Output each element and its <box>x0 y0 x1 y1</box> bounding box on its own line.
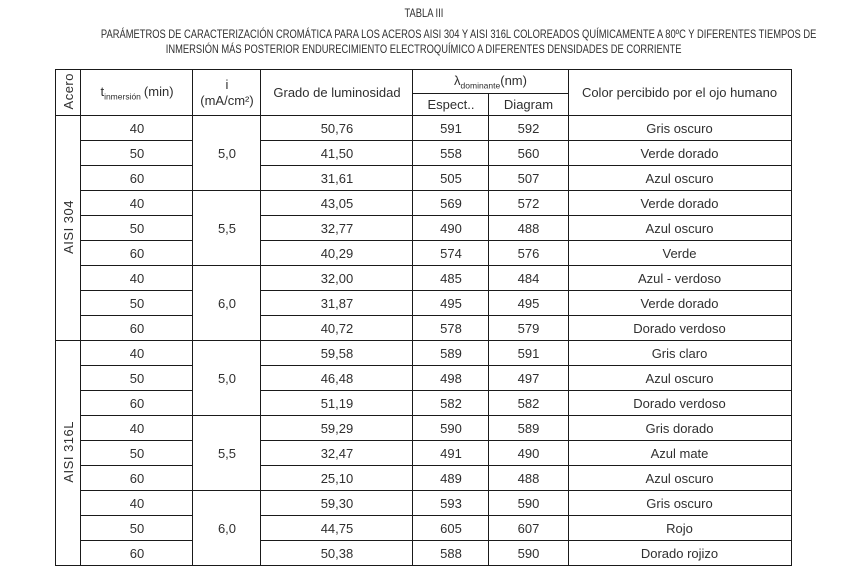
cell-t: 50 <box>81 516 193 541</box>
table-row <box>56 391 791 416</box>
cell-t: 40 <box>81 266 193 291</box>
cell-luminosity: 32,77 <box>261 216 413 241</box>
cell-color: Dorado verdoso <box>568 391 791 416</box>
cell-espect: 495 <box>413 291 489 316</box>
cell-luminosity: 25,10 <box>261 466 413 491</box>
cell-luminosity: 40,29 <box>261 241 413 266</box>
cell-espect: 485 <box>413 266 489 291</box>
cell-espect: 605 <box>413 516 489 541</box>
cell-t: 60 <box>81 391 193 416</box>
cell-t: 40 <box>81 341 193 366</box>
cell-espect: 582 <box>413 391 489 416</box>
header-espect: Espect.. <box>413 94 489 116</box>
table-row <box>56 416 791 441</box>
cell-luminosity: 59,58 <box>261 341 413 366</box>
cell-steel <box>56 116 81 341</box>
table-row <box>56 316 791 341</box>
table-row <box>56 141 791 166</box>
cell-luminosity: 32,47 <box>261 441 413 466</box>
cell-luminosity: 46,48 <box>261 366 413 391</box>
cell-diagram: 507 <box>489 166 568 191</box>
cell-color: Gris dorado <box>568 416 791 441</box>
cell-t: 40 <box>81 116 193 141</box>
cell-color: Azul oscuro <box>568 216 791 241</box>
cell-t: 50 <box>81 441 193 466</box>
table-row <box>56 166 791 191</box>
cell-diagram: 488 <box>489 466 568 491</box>
t-unit: (min) <box>143 83 174 99</box>
cell-diagram: 560 <box>489 141 568 166</box>
cell-t: 60 <box>81 241 193 266</box>
table-title-block <box>0 0 847 22</box>
table-row <box>56 266 791 291</box>
cell-color: Verde dorado <box>568 141 791 166</box>
cell-diagram: 590 <box>489 541 568 566</box>
cell-luminosity: 40,72 <box>261 316 413 341</box>
cell-diagram: 497 <box>489 366 568 391</box>
cell-luminosity: 32,00 <box>261 266 413 291</box>
cell-t: 40 <box>81 191 193 216</box>
cell-luminosity: 59,30 <box>261 491 413 516</box>
subtitle-line-2: INMERSIÓN MÁS POSTERIOR ENDURECIMIENTO ELECTROQUÍMICO A DIFERENTES DENSIDADES DE CORRIENTE <box>165 42 682 56</box>
cell-color: Gris oscuro <box>568 116 791 141</box>
t-subscript: inmersión <box>104 91 141 102</box>
cell-luminosity: 50,76 <box>261 116 413 141</box>
table-row <box>56 291 791 316</box>
cell-luminosity: 50,38 <box>261 541 413 566</box>
table-row <box>56 466 791 491</box>
header-acero <box>56 70 81 116</box>
i-unit: (mA/cm²) <box>200 92 254 108</box>
cell-color: Azul oscuro <box>568 466 791 491</box>
table-row <box>56 491 791 516</box>
cell-t: 60 <box>81 466 193 491</box>
cell-color: Azul oscuro <box>568 366 791 391</box>
cell-luminosity: 51,19 <box>261 391 413 416</box>
lambda-subscript: dominante <box>460 80 501 91</box>
cell-t: 50 <box>81 366 193 391</box>
cell-diagram: 589 <box>489 416 568 441</box>
cell-diagram: 576 <box>489 241 568 266</box>
cell-color: Verde dorado <box>568 191 791 216</box>
i-symbol: i <box>225 76 229 92</box>
cell-diagram: 488 <box>489 216 568 241</box>
table-row <box>56 541 791 566</box>
cell-diagram: 582 <box>489 391 568 416</box>
cell-color: Gris oscuro <box>568 491 791 516</box>
cell-espect: 578 <box>413 316 489 341</box>
cell-espect: 569 <box>413 191 489 216</box>
cell-diagram: 572 <box>489 191 568 216</box>
header-luminosity: Grado de luminosidad <box>261 70 413 116</box>
cell-diagram: 592 <box>489 116 568 141</box>
cell-luminosity: 31,87 <box>261 291 413 316</box>
header-t-inmersion <box>81 70 193 116</box>
cell-diagram: 590 <box>489 491 568 516</box>
cell-luminosity: 41,50 <box>261 141 413 166</box>
cell-t: 50 <box>81 141 193 166</box>
cell-diagram: 579 <box>489 316 568 341</box>
cell-diagram: 484 <box>489 266 568 291</box>
cell-espect: 491 <box>413 441 489 466</box>
table-row <box>56 216 791 241</box>
cell-color: Azul - verdoso <box>568 266 791 291</box>
cell-color: Gris claro <box>568 341 791 366</box>
cell-steel <box>56 341 81 566</box>
cell-espect: 490 <box>413 216 489 241</box>
cell-espect: 574 <box>413 241 489 266</box>
table-row <box>56 441 791 466</box>
table-subtitle <box>0 27 847 57</box>
data-table <box>55 69 791 566</box>
steel-label: AISI 316L <box>60 420 76 483</box>
cell-luminosity: 44,75 <box>261 516 413 541</box>
cell-color: Dorado rojizo <box>568 541 791 566</box>
header-diagram: Diagram <box>489 94 568 116</box>
subtitle-line-1: PARÁMETROS DE CARACTERIZACIÓN CROMÁTICA PARA LOS ACEROS AISI 304 Y AISI 316L COLOREADOS QUÍMICAMENTE A 80ºC Y DIFERENTES TIEMPOS DE <box>100 27 817 41</box>
lambda-symbol: λ <box>454 72 461 88</box>
cell-color: Azul oscuro <box>568 166 791 191</box>
table-row <box>56 191 791 216</box>
cell-espect: 593 <box>413 491 489 516</box>
cell-espect: 589 <box>413 341 489 366</box>
steel-label: AISI 304 <box>60 199 76 254</box>
cell-espect: 489 <box>413 466 489 491</box>
cell-color: Rojo <box>568 516 791 541</box>
t-symbol: t <box>100 83 105 99</box>
table-row <box>56 366 791 391</box>
cell-t: 50 <box>81 216 193 241</box>
cell-diagram: 607 <box>489 516 568 541</box>
header-color-percibido: Color percibido por el ojo humano <box>568 70 791 116</box>
table-row <box>56 341 791 366</box>
header-row-1 <box>56 70 791 94</box>
header-current-density <box>193 70 261 116</box>
cell-luminosity: 43,05 <box>261 191 413 216</box>
cell-espect: 588 <box>413 541 489 566</box>
cell-t: 60 <box>81 166 193 191</box>
table-row <box>56 241 791 266</box>
cell-i: 5,0 <box>193 116 261 191</box>
cell-color: Dorado verdoso <box>568 316 791 341</box>
cell-espect: 505 <box>413 166 489 191</box>
cell-t: 40 <box>81 416 193 441</box>
header-lambda-dominante <box>413 70 568 94</box>
cell-i: 5,5 <box>193 416 261 491</box>
cell-i: 6,0 <box>193 491 261 566</box>
cell-t: 40 <box>81 491 193 516</box>
cell-espect: 558 <box>413 141 489 166</box>
cell-diagram: 591 <box>489 341 568 366</box>
cell-luminosity: 59,29 <box>261 416 413 441</box>
cell-t: 60 <box>81 541 193 566</box>
table-row <box>56 516 791 541</box>
cell-espect: 591 <box>413 116 489 141</box>
cell-color: Azul mate <box>568 441 791 466</box>
cell-i: 5,5 <box>193 191 261 266</box>
cell-color: Verde <box>568 241 791 266</box>
table-row <box>56 116 791 141</box>
cell-espect: 590 <box>413 416 489 441</box>
cell-i: 5,0 <box>193 341 261 416</box>
header-acero-label: Acero <box>60 72 76 110</box>
cell-luminosity: 31,61 <box>261 166 413 191</box>
lambda-unit: (nm) <box>500 72 527 88</box>
cell-espect: 498 <box>413 366 489 391</box>
cell-i: 6,0 <box>193 266 261 341</box>
cell-diagram: 495 <box>489 291 568 316</box>
table-title: TABLA III <box>404 6 443 20</box>
cell-t: 50 <box>81 291 193 316</box>
cell-color: Verde dorado <box>568 291 791 316</box>
cell-t: 60 <box>81 316 193 341</box>
cell-diagram: 490 <box>489 441 568 466</box>
